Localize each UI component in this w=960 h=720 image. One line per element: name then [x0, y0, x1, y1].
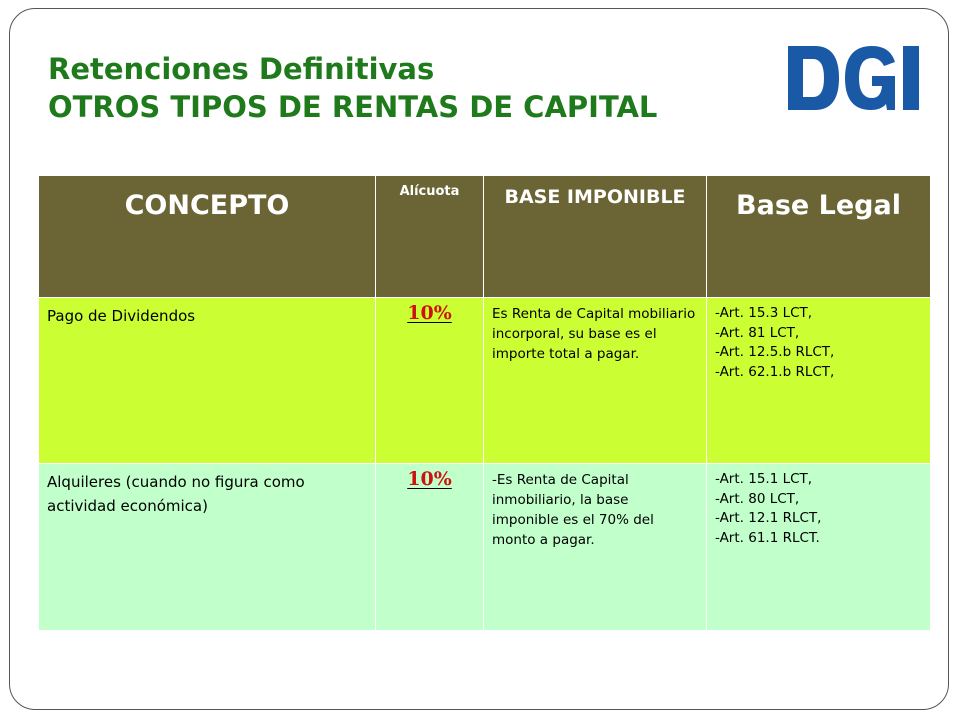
- legal-reference: -Art. 81 LCT,: [715, 324, 800, 341]
- legal-reference: -Art. 15.3 LCT,: [715, 305, 813, 321]
- header-base-legal: Base Legal: [707, 176, 931, 298]
- table-row: [39, 464, 931, 631]
- cell-base-legal: [707, 298, 931, 464]
- legal-reference: -Art. 62.1.b RLCT,: [715, 363, 835, 380]
- legal-reference: -Art. 61.1 RLCT.: [715, 529, 820, 546]
- dgi-logo: [788, 46, 926, 110]
- cell-base-imponible: -Es Renta de Capital inmobiliario, la base imponible es el 70% del monto a pagar.: [484, 464, 707, 631]
- cell-alicuota: [376, 298, 484, 464]
- cell-concepto: Pago de Dividendos: [39, 298, 376, 464]
- rate-value: 10%: [407, 302, 452, 324]
- header-concepto: CONCEPTO: [39, 176, 376, 298]
- table-row: [39, 298, 931, 464]
- legal-reference: -Art. 80 LCT,: [715, 490, 800, 507]
- retenciones-table: [38, 175, 931, 631]
- header-alicuota: Alícuota: [376, 176, 484, 298]
- header-base-imponible: BASE IMPONIBLE: [484, 176, 707, 298]
- table-header-row: [39, 176, 931, 298]
- legal-reference: -Art. 12.1 RLCT,: [715, 510, 822, 526]
- title-line-1: Retenciones Definitivas: [48, 52, 435, 86]
- legal-reference: -Art. 15.1 LCT,: [715, 471, 813, 487]
- cell-base-legal: [707, 464, 931, 631]
- cell-alicuota: [376, 464, 484, 631]
- cell-base-imponible: Es Renta de Capital mobiliario incorporal, su base es el importe total a pagar.: [484, 298, 707, 464]
- title-line-2: OTROS TIPOS DE RENTAS DE CAPITAL: [48, 90, 658, 124]
- legal-reference: -Art. 12.5.b RLCT,: [715, 344, 835, 360]
- cell-concepto: Alquileres (cuando no figura como actividad económica): [39, 464, 376, 631]
- rate-value: 10%: [407, 468, 452, 490]
